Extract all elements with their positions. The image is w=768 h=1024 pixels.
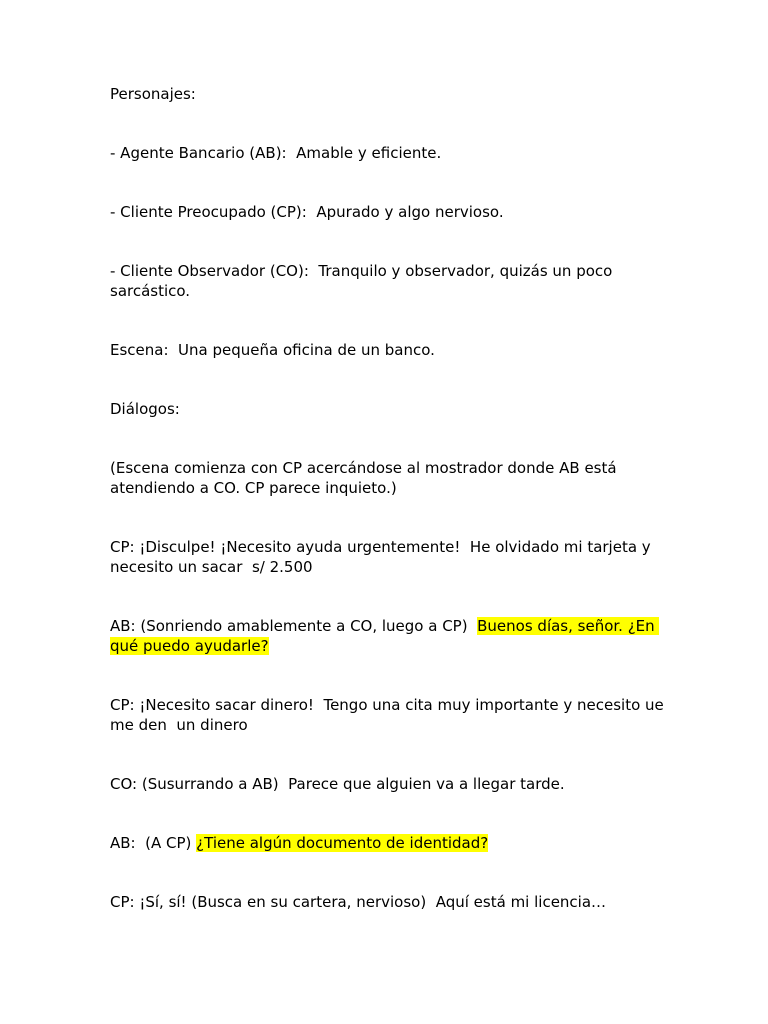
dialogue-line bbox=[110, 833, 670, 853]
dialogue-line bbox=[110, 537, 670, 577]
dialogue-line bbox=[110, 695, 670, 735]
character-ab: - Agente Bancario (AB): Amable y eficiente. bbox=[110, 144, 442, 162]
scene-description: Escena: Una pequeña oficina de un banco. bbox=[110, 341, 435, 359]
dialogue-text: CP: ¡Disculpe! ¡Necesito ayuda urgentemente! He olvidado mi tarjeta y necesito un sacar s/ 2.500 bbox=[110, 538, 656, 576]
characters-heading: Personajes: bbox=[110, 85, 196, 103]
stage-direction: (Escena comienza con CP acercándose al mostrador donde AB está atendiendo a CO. CP parece inquieto.) bbox=[110, 459, 622, 497]
dialogue-text: CP: ¡Sí, sí! (Busca en su cartera, nervioso) Aquí está mi licencia… bbox=[110, 893, 607, 911]
character-cp: - Cliente Preocupado (CP): Apurado y algo nervioso. bbox=[110, 203, 504, 221]
character-co: - Cliente Observador (CO): Tranquilo y observador, quizás un poco sarcástico. bbox=[110, 262, 618, 300]
dialogue-line bbox=[110, 774, 670, 794]
dialogue-text: AB: (Sonriendo amablemente a CO, luego a CP) bbox=[110, 617, 478, 635]
document-page bbox=[110, 84, 670, 951]
dialogue-text: CP: ¡Necesito sacar dinero! Tengo una cita muy importante y necesito ue me den un dinero bbox=[110, 696, 669, 734]
dialogue-line bbox=[110, 616, 670, 656]
highlighted-text: Buenos días, señor. ¿En qué puedo ayudarle? bbox=[110, 617, 660, 655]
dialogue-text: CO: (Susurrando a AB) Parece que alguien va a llegar tarde. bbox=[110, 775, 565, 793]
dialogue-line bbox=[110, 892, 670, 912]
highlighted-text: ¿Tiene algún documento de identidad? bbox=[196, 834, 489, 852]
dialogue-text: AB: (A CP) bbox=[110, 834, 197, 852]
dialogues-heading: Diálogos: bbox=[110, 400, 180, 418]
